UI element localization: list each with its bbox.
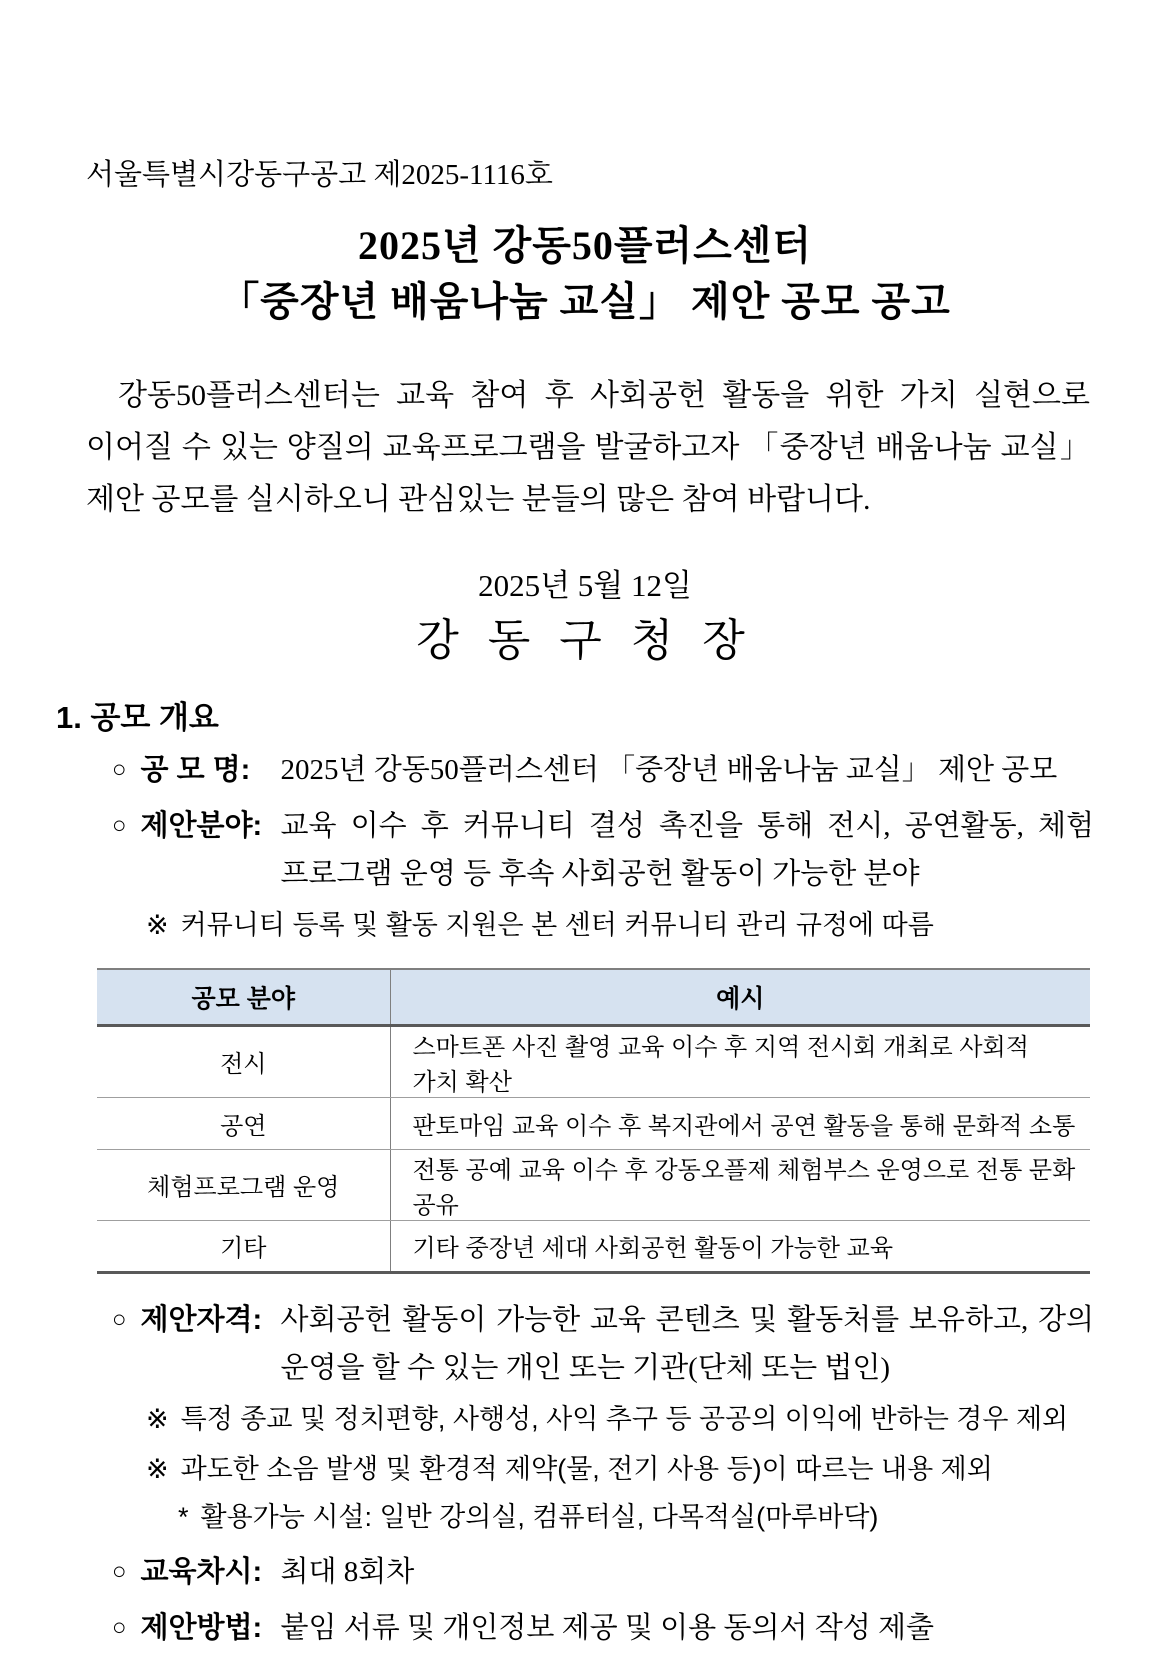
title-line-1: 2025년 강동50플러스센터 (357, 223, 813, 268)
subnote-facilities-text: 활용가능 시설: 일반 강의실, 컴퓨터실, 다목적실(마루바닥) (200, 1501, 879, 1532)
cell-field: 공연 (97, 1097, 390, 1149)
circle-bullet-icon: ○ (112, 1614, 127, 1641)
item-proposal-field-content: 교육 이수 후 커뮤니티 결성 촉진을 통해 전시, 공연활동, 체험 프로그램 운영 등 후속 사회공헌 활동이 가능한 분야 (280, 810, 1094, 890)
reference-mark-icon: ※ (146, 1453, 169, 1484)
item-session-count-content: 최대 8회차 (280, 1555, 415, 1588)
table-row (97, 1220, 1090, 1272)
cell-field: 체험프로그램 운영 (97, 1149, 390, 1220)
circle-bullet-icon: ○ (112, 813, 127, 839)
note-exclusion-noise (0, 1446, 1170, 1492)
item-contest-name-label: 공 모 명: (140, 754, 251, 786)
item-eligibility-content: 사회공헌 활동이 가능한 교육 콘텐츠 및 활동처를 보유하고, 강의 운영을 할 수 있는 개인 또는 기관(단체 또는 법인) (280, 1303, 1094, 1384)
cell-field: 전시 (97, 1025, 390, 1097)
circle-bullet-icon: ○ (112, 757, 127, 783)
circle-bullet-icon: ○ (112, 1558, 127, 1585)
cell-example: 판토마임 교육 이수 후 복지관에서 공연 활동을 통해 문화적 소통 (390, 1097, 1090, 1149)
circle-bullet-icon: ○ (112, 1306, 127, 1333)
item-proposal-method-label: 제안방법: (140, 1611, 263, 1644)
reference-mark-icon: ※ (146, 1403, 169, 1434)
announcement-date: 2025년 5월 12일 (478, 568, 692, 603)
reference-mark-icon: ※ (146, 910, 169, 940)
table-row (97, 1149, 1090, 1220)
cell-example: 스마트폰 사진 촬영 교육 이수 후 지역 전시회 개최로 사회적 가치 확산 (390, 1025, 1090, 1097)
subnote-facilities (0, 1494, 1170, 1540)
document-title (0, 218, 1170, 330)
section-1-items (0, 746, 1170, 1652)
title-line-2: 「중장년 배움나눔 교실」 제안 공모 공고 (219, 279, 951, 324)
table-row (97, 1025, 1090, 1097)
intro-paragraph: 강동50플러스센터는 교육 참여 후 사회공헌 활동을 위한 가치 실현으로 이어질 수 있는 양질의 교육프로그램을 발굴하고자 「중장년 배움나눔 교실」 제안 공모를 실시하오니 관심있는 분들의 많은 참여 바랍니다. (86, 379, 1090, 516)
table-body (97, 1025, 1090, 1272)
asterisk-icon: * (178, 1501, 189, 1532)
note-exclusion-religion-text: 특정 종교 및 정치편향, 사행성, 사익 추구 등 공공의 이익에 반하는 경우 제외 (180, 1403, 1069, 1434)
item-session-count (0, 1548, 1170, 1596)
cell-example: 기타 중장년 세대 사회공헌 활동이 가능한 교육 (412, 1235, 894, 1262)
cell-field: 기타 (97, 1220, 390, 1272)
item-session-count-label: 교육차시: (140, 1555, 263, 1588)
table-header-row (97, 969, 1090, 1025)
field-example-table (97, 968, 1090, 1274)
item-eligibility-label: 제안자격: (140, 1303, 263, 1336)
item-eligibility (0, 1296, 1170, 1392)
note-exclusion-religion (0, 1396, 1170, 1442)
item-contest-name-content: 2025년 강동50플러스센터 「중장년 배움나눔 교실」 제안 공모 (280, 754, 1058, 786)
item-proposal-field (0, 802, 1170, 898)
note-exclusion-noise-text: 과도한 소음 발생 및 환경적 제약(물, 전기 사용 등)이 따르는 내용 제외 (180, 1453, 993, 1484)
signer-title: 강 동 구 청 장 (416, 616, 754, 665)
cell-example: 전통 공예 교육 이수 후 강동오플제 체험부스 운영으로 전통 문화 공유 (390, 1149, 1090, 1220)
column-header-field: 공모 분야 (97, 969, 390, 1025)
item-proposal-method-content: 붙임 서류 및 개인정보 제공 및 이용 동의서 작성 제출 (280, 1611, 935, 1644)
note-community-rule-text: 커뮤니티 등록 및 활동 지원은 본 센터 커뮤니티 관리 규정에 따름 (180, 910, 934, 940)
column-header-example: 예시 (390, 969, 1090, 1025)
table-row (97, 1097, 1090, 1149)
table-head (97, 969, 1090, 1025)
item-contest-name (0, 746, 1170, 794)
note-community-rule (0, 902, 1170, 948)
item-proposal-field-label: 제안분야: (140, 810, 263, 842)
section-1-heading: 1. 공모 개요 (56, 700, 219, 735)
doc-number: 서울특별시강동구공고 제2025-1116호 (86, 159, 553, 191)
item-proposal-method (0, 1604, 1170, 1652)
